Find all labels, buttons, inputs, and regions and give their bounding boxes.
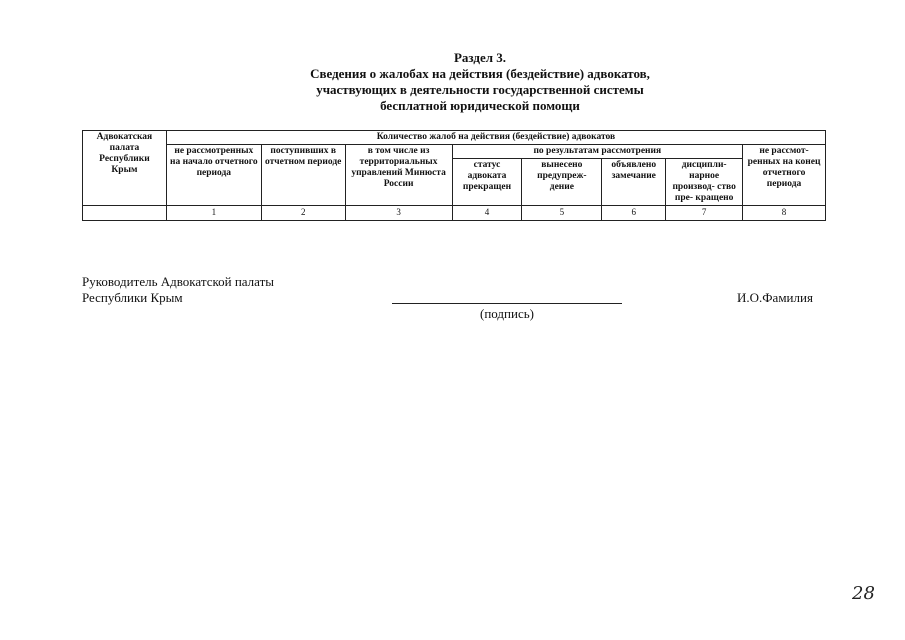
header-results: по результатам рассмотрения [452, 145, 743, 159]
column-number: 4 [452, 206, 522, 221]
complaints-table [82, 130, 826, 221]
header-disciplinary: дисципли- нарное производ- ство пре- кращено [666, 159, 743, 206]
section-number: Раздел 3. [453, 50, 507, 65]
column-number: 3 [345, 206, 452, 221]
signatory-name: И.О.Фамилия [737, 290, 813, 305]
column-number: 1 [166, 206, 261, 221]
column-number [83, 206, 167, 221]
header-territorial: в том числе из территориальных управлений Минюста России [345, 145, 452, 206]
header-remark: объявлено замечание [602, 159, 666, 206]
section-title-line-3: бесплатной юридической помощи [380, 98, 580, 113]
signatory-position [82, 274, 274, 306]
header-status-terminated: статус адвоката прекращен [452, 159, 522, 206]
section-title-line-2: участвующих в деятельности государственной системы [316, 82, 644, 97]
column-number: 2 [261, 206, 345, 221]
signatory-position-line-1: Руководитель Адвокатской палаты [82, 274, 275, 289]
page-number: 28 [852, 583, 875, 604]
section-title-line-1: Сведения о жалобах на действия (бездействие) адвокатов, [310, 66, 650, 81]
header-not-considered-end: не рассмот- ренных на конец отчетного периода [743, 145, 826, 206]
signature-caption: (подпись) [480, 306, 534, 321]
column-number: 5 [522, 206, 602, 221]
section-heading [230, 50, 730, 114]
column-numbers-row [83, 206, 826, 221]
header-complaints-count: Количество жалоб на действия (бездействие) адвокатов [166, 131, 825, 145]
header-warning: вынесено предупреж- дение [522, 159, 602, 206]
signature-line [392, 303, 622, 304]
signatory-position-line-2: Республики Крым [82, 290, 183, 305]
header-received: поступивших в отчетном периоде [261, 145, 345, 206]
column-number: 7 [666, 206, 743, 221]
column-number: 6 [602, 206, 666, 221]
header-not-considered-start: не рассмотренных на начало отчетного периода [166, 145, 261, 206]
header-chamber: Адвокатская палата Республики Крым [83, 131, 167, 206]
column-number: 8 [743, 206, 826, 221]
